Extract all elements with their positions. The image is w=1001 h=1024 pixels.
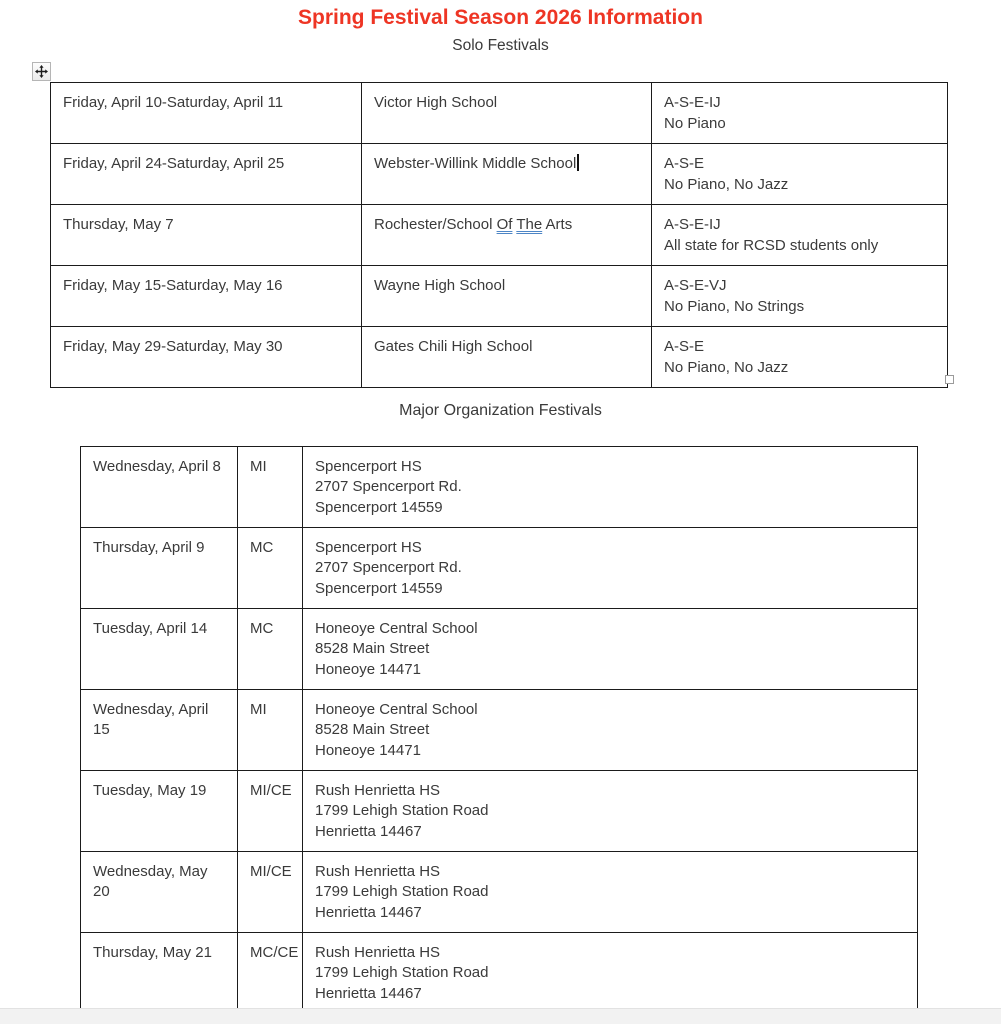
major-table-row xyxy=(81,528,918,609)
festival-note: No Piano xyxy=(664,115,726,132)
major-venue-cell[interactable] xyxy=(303,690,918,771)
venue-line: 1799 Lehigh Station Road xyxy=(315,964,489,981)
location-text: Gates Chili High School xyxy=(374,338,533,355)
text-cursor-caret xyxy=(577,154,579,171)
venue-line: Rush Henrietta HS xyxy=(315,943,441,961)
solo-date-cell[interactable]: Friday, April 10-Saturday, April 11 xyxy=(51,83,362,144)
major-organization-table xyxy=(80,446,918,1014)
solo-table-row xyxy=(51,266,948,327)
venue-line: 2707 Spencerport Rd. xyxy=(315,559,462,576)
major-code-cell[interactable]: MC xyxy=(238,528,303,609)
major-venue-cell[interactable] xyxy=(303,528,918,609)
table-move-handle[interactable] xyxy=(32,62,51,81)
major-date-cell[interactable]: Wednesday, April 15 xyxy=(81,690,238,771)
venue-line: Honeoye 14471 xyxy=(315,660,421,678)
venue-line: Henrietta 14467 xyxy=(315,903,422,921)
location-text: Wayne High School xyxy=(374,277,506,294)
solo-date-cell[interactable]: Friday, May 29-Saturday, May 30 xyxy=(51,327,362,388)
venue-line: Spencerport 14559 xyxy=(315,498,443,516)
festival-code: A-S-E xyxy=(664,338,705,355)
major-table-row xyxy=(81,609,918,690)
major-code-cell[interactable]: MC xyxy=(238,609,303,690)
festival-code: A-S-E-IJ xyxy=(664,94,721,111)
venue-line: Honeoye Central School xyxy=(315,619,478,637)
solo-notes-cell[interactable] xyxy=(652,144,948,205)
venue-line: 8528 Main Street xyxy=(315,721,430,738)
venue-line: 1799 Lehigh Station Road xyxy=(315,802,489,819)
major-date-cell[interactable]: Wednesday, May 20 xyxy=(81,852,238,933)
location-text: Rochester/School xyxy=(374,216,497,233)
location-text: Victor High School xyxy=(374,94,498,111)
solo-date-cell[interactable]: Friday, May 15-Saturday, May 16 xyxy=(51,266,362,327)
major-date-cell[interactable]: Thursday, April 9 xyxy=(81,528,238,609)
venue-line: Henrietta 14467 xyxy=(315,822,422,840)
festival-code: A-S-E-VJ xyxy=(664,277,727,294)
solo-location-cell[interactable] xyxy=(362,144,652,205)
major-date-cell[interactable]: Tuesday, May 19 xyxy=(81,771,238,852)
solo-location-cell[interactable] xyxy=(362,83,652,144)
grammar-flagged-word: Of xyxy=(496,216,513,233)
major-code-cell[interactable]: MI/CE xyxy=(238,771,303,852)
solo-location-cell[interactable] xyxy=(362,205,652,266)
venue-line: Rush Henrietta HS xyxy=(315,862,441,880)
festival-code: A-S-E-IJ xyxy=(664,216,721,233)
venue-line: 1799 Lehigh Station Road xyxy=(315,883,489,900)
venue-line: Honeoye 14471 xyxy=(315,741,421,759)
location-text: Webster-Willink Middle School xyxy=(374,155,577,172)
venue-line: 2707 Spencerport Rd. xyxy=(315,478,462,495)
venue-line: Henrietta 14467 xyxy=(315,984,422,1002)
solo-table-row xyxy=(51,327,948,388)
festival-note: No Piano, No Jazz xyxy=(664,176,789,193)
table-resize-handle[interactable] xyxy=(945,375,954,384)
festival-note: All state for RCSD students only xyxy=(664,237,879,254)
major-venue-cell[interactable] xyxy=(303,933,918,1014)
solo-festivals-table xyxy=(50,82,948,388)
page-gap-strip xyxy=(0,1008,1001,1024)
major-venue-cell[interactable] xyxy=(303,771,918,852)
major-code-cell[interactable]: MI xyxy=(238,447,303,528)
solo-location-cell[interactable] xyxy=(362,327,652,388)
major-venue-cell[interactable] xyxy=(303,447,918,528)
solo-notes-cell[interactable] xyxy=(652,266,948,327)
major-table-row xyxy=(81,852,918,933)
venue-line: Spencerport HS xyxy=(315,538,422,556)
location-text: Arts xyxy=(542,216,573,233)
venue-line: Honeoye Central School xyxy=(315,700,478,718)
solo-table-row xyxy=(51,83,948,144)
major-table-row xyxy=(81,690,918,771)
solo-notes-cell[interactable] xyxy=(652,83,948,144)
solo-date-cell[interactable]: Friday, April 24-Saturday, April 25 xyxy=(51,144,362,205)
solo-notes-cell[interactable] xyxy=(652,327,948,388)
major-table-row xyxy=(81,447,918,528)
major-date-cell[interactable]: Tuesday, April 14 xyxy=(81,609,238,690)
major-code-cell[interactable]: MI/CE xyxy=(238,852,303,933)
move-cross-icon xyxy=(35,65,48,78)
festival-note: No Piano, No Strings xyxy=(664,298,805,315)
major-table-row xyxy=(81,933,918,1014)
solo-table-row xyxy=(51,205,948,266)
major-code-cell[interactable]: MC/CE xyxy=(238,933,303,1014)
document-title[interactable]: Spring Festival Season 2026 Information xyxy=(298,6,703,29)
venue-line: Rush Henrietta HS xyxy=(315,781,441,799)
festival-note: No Piano, No Jazz xyxy=(664,359,789,376)
major-venue-cell[interactable] xyxy=(303,852,918,933)
solo-notes-cell[interactable] xyxy=(652,205,948,266)
major-venue-cell[interactable] xyxy=(303,609,918,690)
major-table-row xyxy=(81,771,918,852)
venue-line: 8528 Main Street xyxy=(315,640,430,657)
major-code-cell[interactable]: MI xyxy=(238,690,303,771)
venue-line: Spencerport 14559 xyxy=(315,579,443,597)
grammar-flagged-word: The xyxy=(516,216,543,233)
solo-location-cell[interactable] xyxy=(362,266,652,327)
major-date-cell[interactable]: Wednesday, April 8 xyxy=(81,447,238,528)
festival-code: A-S-E xyxy=(664,155,705,172)
venue-line: Spencerport HS xyxy=(315,457,422,475)
solo-festivals-heading[interactable]: Solo Festivals xyxy=(452,37,549,54)
major-organization-heading[interactable]: Major Organization Festivals xyxy=(399,402,602,419)
major-date-cell[interactable]: Thursday, May 21 xyxy=(81,933,238,1014)
solo-date-cell[interactable]: Thursday, May 7 xyxy=(51,205,362,266)
solo-table-row xyxy=(51,144,948,205)
